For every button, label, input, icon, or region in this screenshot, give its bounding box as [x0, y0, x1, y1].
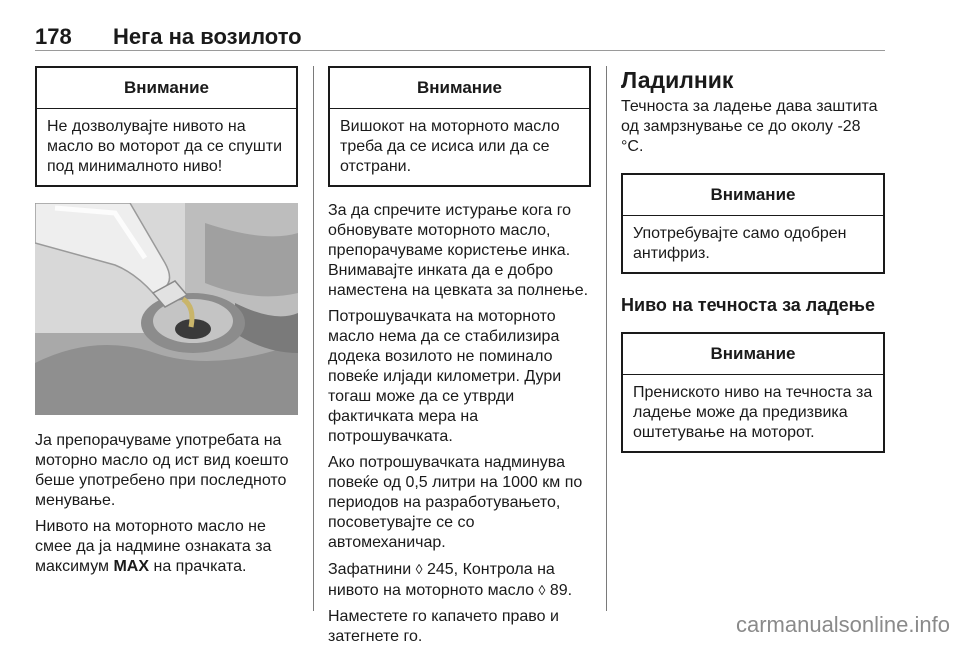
page-link[interactable]: 89: [549, 582, 568, 599]
oil-pouring-illustration: [35, 203, 298, 415]
header-divider: [35, 50, 885, 51]
warning-heading: Внимание: [37, 68, 296, 109]
text-run: .: [567, 582, 573, 599]
text-run: Зафатнини: [328, 561, 416, 578]
subsection-heading: Ниво на течноста за ладење: [621, 295, 875, 315]
paragraph: Ако потрошувачката надминува повеќе од 0,5 литри на 1000 км по периодов на разработувањето, посоветувајте се со автомеханичар.: [328, 454, 583, 551]
warning-box: [35, 66, 298, 187]
watermark: carmanualsonline.info: [735, 612, 950, 637]
column-divider: [606, 66, 607, 611]
warning-text: Вишокот на моторното масло треба да се исиса или да се отстрани.: [340, 118, 560, 175]
warning-text: Не дозволувајте нивото на масло во моторот да се спушти под минималното ниво!: [47, 118, 283, 175]
warning-heading: Внимание: [623, 175, 883, 216]
paragraph: [35, 517, 298, 577]
cross-reference-icon: ◊: [538, 582, 546, 598]
warning-text: Прениското ниво на течноста за ладење може да предизвика оштетување на моторот.: [633, 384, 873, 441]
paragraph: [328, 559, 591, 601]
warning-heading: Внимание: [623, 334, 883, 375]
column-right: [621, 66, 885, 453]
warning-box: [621, 332, 885, 453]
paragraph: Потрошувачката на моторното масло нема да се стабилизира додека возилото не поминало повеќе илјади километри. Дури тогаш може да се утврди фактичката мера на потрошувачката.: [328, 308, 562, 445]
paragraph: Ја препорачуваме употребата на моторно масло од ист вид коешто беше употребено при последното менување.: [35, 432, 289, 509]
cross-reference-icon: ◊: [415, 561, 423, 577]
paragraph: За да спречите истурање кога го обновувате моторното масло, препорачуваме користење инка. Внимавајте инката да е добро наместена на цевката за полнење.: [328, 202, 589, 299]
warning-box: [328, 66, 591, 187]
warning-text: Употребувајте само одобрен антифриз.: [633, 225, 847, 262]
section-heading: Ладилник: [621, 67, 734, 93]
page-title: Нега на возилото: [113, 24, 302, 49]
column-divider: [313, 66, 314, 611]
paragraph: Наместете го капачето право и затегнете го.: [328, 608, 559, 645]
text-run: , Контрола на нивото на моторното масло: [328, 561, 555, 599]
column-middle: [328, 66, 591, 647]
paragraph: Течноста за ладење дава заштита од замрзнување се до околу -28 °C.: [621, 98, 878, 155]
text-run: Нивото на моторното масло не смее да ја надмине ознаката за максимум: [35, 518, 272, 575]
warning-box: [621, 173, 885, 274]
column-left: [35, 66, 298, 577]
page-number: 178: [35, 24, 72, 49]
page-link[interactable]: 245: [426, 561, 454, 578]
page-header: [35, 24, 885, 50]
oil-pouring-icon: [35, 203, 298, 415]
warning-heading: Внимание: [330, 68, 589, 109]
max-label: MAX: [113, 558, 150, 575]
text-run: на прачката.: [149, 558, 247, 575]
